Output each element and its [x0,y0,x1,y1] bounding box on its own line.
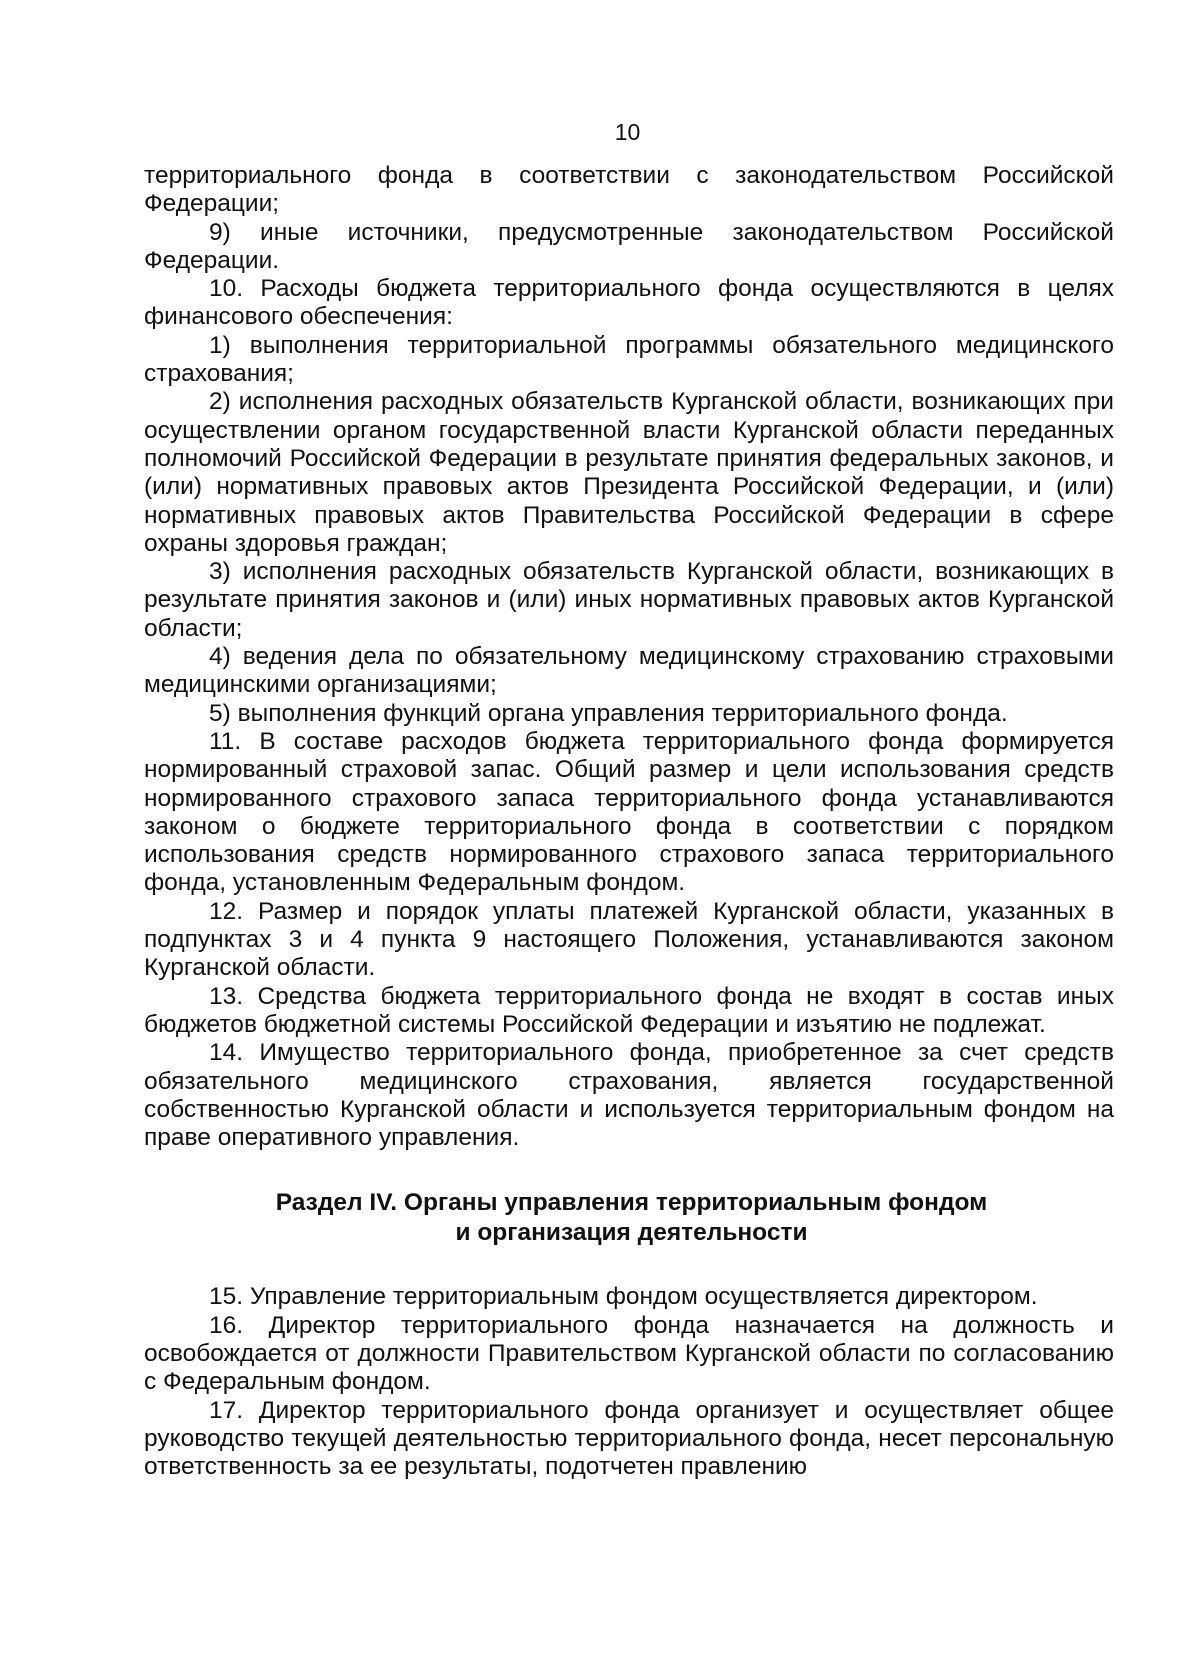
section-heading-line-2: и организация деятельности [455,1219,808,1247]
section-heading [144,1188,1114,1248]
paragraph-clause-11: 11. В составе расходов бюджета территориального фонда формируется нормированный страховой запас. Общий размер и цели использования средств нормированного страхового запаса территориального фонда устанавливаются законом о бюджете территориального фонда в соответствии с порядком использования средств нормированного страхового запаса территориального фонда, установленным Федеральным фондом. [144,727,1114,897]
paragraph-clause-13: 13. Средства бюджета территориального фонда не входят в состав иных бюджетов бюджетной системы Российской Федерации и изъятию не подлежат. [144,982,1114,1038]
paragraph-clause-12: 12. Размер и порядок уплаты платежей Курганской области, указанных в подпунктах 3 и 4 пункта 9 настоящего Положения, устанавливаются законом Курганской области. [144,897,1114,982]
paragraph-subitem-3: 3) исполнения расходных обязательств Курганской области, возникающих в результате принятия законов и (или) иных нормативных правовых актов Курганской области; [144,558,1114,642]
paragraph-continuation: территориального фонда в соответствии с законодательством Российской Федерации; [144,162,1114,218]
paragraph-clause-10: 10. Расходы бюджета территориального фонда осуществляются в целях финансового обеспечения: [144,275,1114,331]
paragraph-subitem-5: 5) выполнения функций органа управления территориального фонда. [209,699,1008,727]
paragraph-clause-14: 14. Имущество территориального фонда, приобретенное за счет средств обязательного медицинского страхования, является государственной собственностью Курганской области и используется территориальным фондом на праве оперативного управления. [144,1039,1114,1152]
document-body [144,162,1114,1481]
page-number: 10 [614,119,641,145]
paragraph-clause-16: 16. Директор территориального фонда назначается на должность и освобождается от должности Правительством Курганской области по согласованию с Федеральным фондом. [144,1311,1114,1396]
paragraph-subitem-1: 1) выполнения территориальной программы обязательного медицинского страхования; [144,331,1114,388]
paragraph-subitem-2: 2) исполнения расходных обязательств Курганской области, возникающих при осуществлении органом государственной власти Курганской области переданных полномочий Российской Федерации в результате принятия федеральных законов, и (или) нормативных правовых актов Президента Российской Федерации, и (или) нормативных правовых актов Правительства Российской Федерации в сфере охраны здоровья граждан; [144,388,1114,557]
paragraph-clause-15: 15. Управление территориальным фондом осуществляется директором. [209,1283,1038,1311]
paragraph-clause-17: 17. Директор территориального фонда организует и осуществляет общее руководство текущей деятельностью территориального фонда, несет персональную ответственность за ее результаты, подотчетен правлению [144,1396,1114,1481]
section-heading-line-1: Раздел IV. Органы управления территориальным фондом [275,1189,988,1217]
paragraph-item-9: 9) иные источники, предусмотренные законодательством Российской Федерации. [144,218,1114,274]
paragraph-subitem-4: 4) ведения дела по обязательному медицинскому страхованию страховыми медицинскими организациями; [144,643,1114,699]
